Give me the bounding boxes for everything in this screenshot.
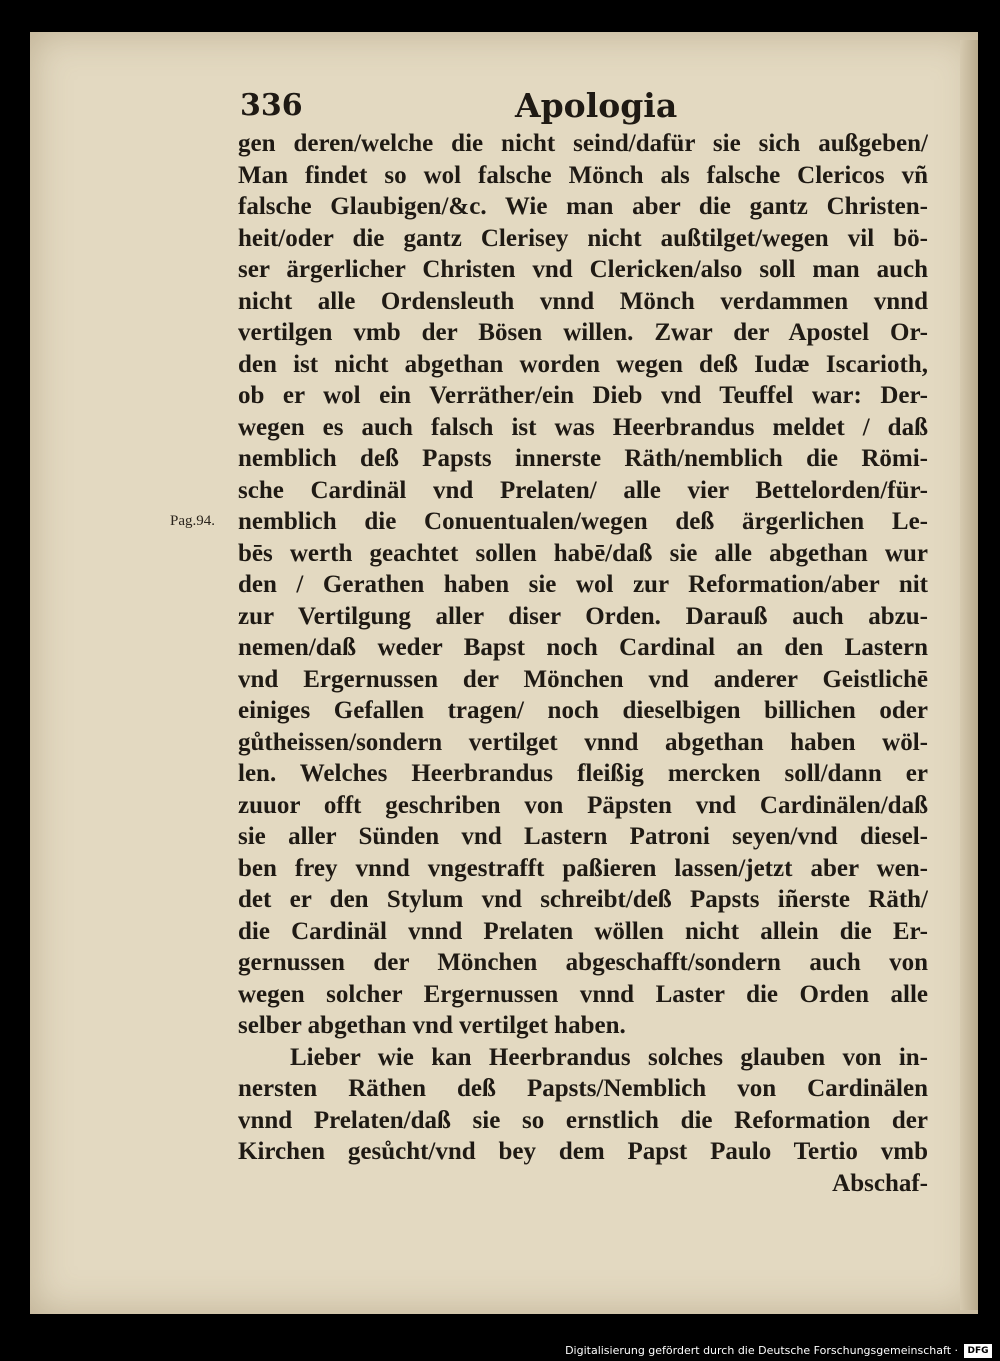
text-line: die Cardinäl vnnd Prelaten wöllen nicht allein die Er- — [238, 917, 928, 945]
page-edge — [960, 40, 978, 1310]
text-line: nemblich die Conuentualen/wegen deß ärgerlichen Le- — [238, 508, 928, 535]
text-line: gernussen der Mönchen abgeschafft/sondern auch von — [238, 949, 928, 976]
text-line: nersten Räthen deß Papsts/Nemblich von Cardinälen — [238, 1075, 928, 1102]
text-line: Kirchen gesůcht/vnd bey dem Papst Paulo Tertio vmb — [238, 1138, 928, 1165]
text-line: gůtheissen/sondern vertilget vnnd abgethan haben wöl- — [238, 728, 928, 756]
catchword: Abschaf- — [832, 1169, 928, 1197]
text-line: bēs werth geachtet sollen habē/daß sie alle abgethan wur — [238, 539, 928, 567]
text-line: vnnd Prelaten/daß sie so ernstlich die Reformation der — [238, 1106, 928, 1134]
text-line: det er den Stylum vnd schreibt/deß Papsts iñerste Räth/ — [238, 886, 928, 913]
text-line: ser ärgerlicher Christen vnd Clericken/also soll man auch — [238, 256, 928, 283]
running-head: Apologia — [515, 86, 678, 125]
text-line: den / Gerathen haben sie wol zur Reformation/aber nit — [238, 571, 928, 598]
funding-notice: Digitalisierung gefördert durch die Deutsche Forschungsgemeinschaft · — [565, 1344, 958, 1357]
text-line: nicht alle Ordensleuth vnnd Mönch verdammen vnnd — [238, 287, 928, 315]
page-number: 336 — [240, 88, 303, 123]
text-line: zuuor offt geschriben von Päpsten vnd Cardinälen/daß — [238, 791, 928, 819]
text-line: vertilgen vmb der Bösen willen. Zwar der Apostel Or- — [238, 319, 928, 346]
text-line: ben frey vnnd vngestrafft paßieren lassen/jetzt aber wen- — [238, 854, 928, 882]
dfg-logo: DFG — [964, 1344, 992, 1358]
text-line: selber abgethan vnd vertilget haben. — [238, 1012, 626, 1039]
text-line: sie aller Sünden vnd Lastern Patroni seyen/vnd diesel- — [238, 823, 928, 850]
text-line: wegen solcher Ergernussen vnnd Laster die Orden alle — [238, 980, 928, 1008]
margin-note: Pag.94. — [170, 513, 215, 529]
text-line: heit/oder die gantz Clerisey nicht außtilget/wegen vil bö- — [238, 224, 928, 252]
text-line: falsche Glaubigen/&c. Wie man aber die gantz Christen- — [238, 193, 928, 220]
text-line: Man findet so wol falsche Mönch als falsche Clericos vñ — [238, 161, 928, 189]
text-line: gen deren/welche die nicht seind/dafür sie sich außgeben/ — [238, 130, 928, 157]
text-line: zur Vertilgung aller diser Orden. Darauß auch abzu- — [238, 602, 928, 630]
text-line: len. Welches Heerbrandus fleißig mercken soll/dann er — [238, 760, 928, 787]
text-line: nemen/daß weder Bapst noch Cardinal an den Lastern — [238, 634, 928, 661]
text-line: ob er wol ein Verräther/ein Dieb vnd Teuffel war: Der- — [238, 382, 928, 409]
text-line: Lieber wie kan Heerbrandus solches glauben von in- — [290, 1043, 928, 1071]
text-line: nemblich deß Papsts innerste Räth/nemblich die Römi- — [238, 445, 928, 472]
text-line: vnd Ergernussen der Mönchen vnd anderer Geistlichē — [238, 665, 928, 693]
text-line: wegen es auch falsch ist was Heerbrandus meldet / daß — [238, 413, 928, 441]
text-line: sche Cardinäl vnd Prelaten/ alle vier Bettelorden/für- — [238, 476, 928, 504]
text-line: einiges Gefallen tragen/ noch dieselbigen billichen oder — [238, 697, 928, 724]
text-block — [238, 128, 928, 1199]
text-line: den ist nicht abgethan worden wegen deß Iudæ Iscarioth, — [238, 350, 928, 378]
